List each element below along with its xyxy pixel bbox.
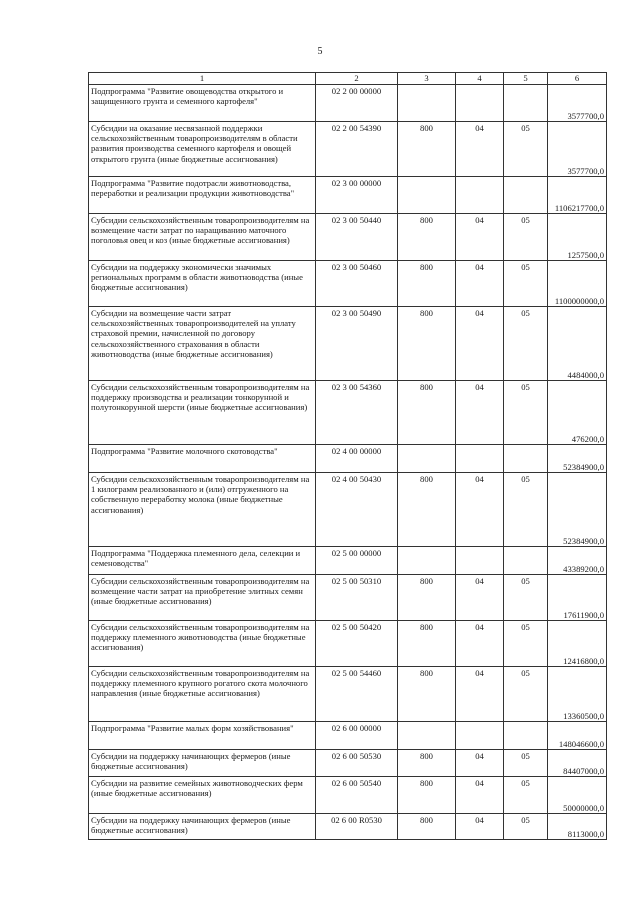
row-col3-cell	[398, 547, 456, 575]
row-col5-cell	[504, 85, 548, 122]
row-col4-cell: 04	[456, 381, 504, 445]
row-name-cell: Субсидии на поддержку начинающих фермеров (иные бюджетные ассигнования)	[89, 814, 316, 840]
row-amount-cell: 8113000,0	[548, 814, 607, 840]
row-col5-cell: 05	[504, 750, 548, 777]
row-col4-cell: 04	[456, 214, 504, 261]
table-row	[89, 381, 607, 445]
row-col4-cell	[456, 177, 504, 214]
row-col4-cell	[456, 722, 504, 750]
table-row	[89, 814, 607, 840]
row-col3-cell: 800	[398, 261, 456, 307]
row-name-cell: Субсидии сельскохозяйственным товаропроизводителям на поддержку производства и реализации тонкорунной и полутонкорунной шерсти (иные бюджетные ассигнования)	[89, 381, 316, 445]
row-amount-cell: 13360500,0	[548, 667, 607, 722]
row-amount-cell: 148046600,0	[548, 722, 607, 750]
row-amount-cell: 17611900,0	[548, 575, 607, 621]
row-col5-cell: 05	[504, 214, 548, 261]
row-col3-cell	[398, 85, 456, 122]
table-row	[89, 122, 607, 177]
row-col4-cell: 04	[456, 575, 504, 621]
row-col5-cell: 05	[504, 575, 548, 621]
row-name-cell: Субсидии сельскохозяйственным товаропроизводителям на поддержку племенного животноводства (иные бюджетные ассигнования)	[89, 621, 316, 667]
row-col3-cell: 800	[398, 777, 456, 814]
row-name-cell: Субсидии на развитие семейных животноводческих ферм (иные бюджетные ассигнования)	[89, 777, 316, 814]
row-name-cell: Субсидии сельскохозяйственным товаропроизводителям на возмещение части затрат по наращиванию маточного поголовья овец и коз (иные бюджетные ассигнования)	[89, 214, 316, 261]
row-name-cell: Субсидии на оказание несвязанной поддержки сельскохозяйственным товаропроизводителям в области развития производства семенного картофеля и овощей открытого грунта (иные бюджетные ассигнования)	[89, 122, 316, 177]
table-row	[89, 473, 607, 547]
row-amount-cell: 1257500,0	[548, 214, 607, 261]
row-name-cell: Субсидии на поддержку экономически значимых региональных программ в области животноводства (иные бюджетные ассигнования)	[89, 261, 316, 307]
table-row	[89, 777, 607, 814]
row-col4-cell: 04	[456, 473, 504, 547]
row-amount-cell: 476200,0	[548, 381, 607, 445]
row-col4-cell: 04	[456, 261, 504, 307]
row-name-cell: Подпрограмма "Развитие подотрасли животноводства, переработки и реализации продукции животноводства"	[89, 177, 316, 214]
row-name-cell: Подпрограмма "Развитие малых форм хозяйствования"	[89, 722, 316, 750]
row-name-cell: Субсидии на возмещение части затрат сельскохозяйственных товаропроизводителей на уплату страховой премии, начисленной по договору сельскохозяйственного страхования в области животноводства (иные бюджетные ассигнования)	[89, 307, 316, 381]
row-amount-cell: 43389200,0	[548, 547, 607, 575]
row-amount-cell: 1106217700,0	[548, 177, 607, 214]
row-name-cell: Субсидии сельскохозяйственным товаропроизводителям на 1 килограмм реализованного и (или) отгруженного на собственную переработку молока (иные бюджетные ассигнования)	[89, 473, 316, 547]
row-col5-cell: 05	[504, 667, 548, 722]
row-name-cell: Подпрограмма "Поддержка племенного дела, селекции и семеноводства"	[89, 547, 316, 575]
row-amount-cell: 12416800,0	[548, 621, 607, 667]
row-col4-cell: 04	[456, 667, 504, 722]
row-name-cell: Субсидии сельскохозяйственным товаропроизводителям на возмещение части затрат на приобретение элитных семян (иные бюджетные ассигнования)	[89, 575, 316, 621]
row-col5-cell: 05	[504, 473, 548, 547]
row-code-cell: 02 6 00 00000	[316, 722, 398, 750]
table-row	[89, 445, 607, 473]
row-code-cell: 02 6 00 50540	[316, 777, 398, 814]
row-col5-cell: 05	[504, 122, 548, 177]
row-code-cell: 02 3 00 00000	[316, 177, 398, 214]
row-amount-cell: 52384900,0	[548, 445, 607, 473]
row-code-cell: 02 4 00 50430	[316, 473, 398, 547]
row-col4-cell	[456, 85, 504, 122]
row-col3-cell: 800	[398, 667, 456, 722]
row-code-cell: 02 5 00 50310	[316, 575, 398, 621]
row-col3-cell: 800	[398, 122, 456, 177]
row-amount-cell: 4484000,0	[548, 307, 607, 381]
row-code-cell: 02 3 00 54360	[316, 381, 398, 445]
row-col4-cell: 04	[456, 777, 504, 814]
row-amount-cell: 3577700,0	[548, 85, 607, 122]
row-col5-cell	[504, 547, 548, 575]
row-col3-cell: 800	[398, 621, 456, 667]
row-code-cell: 02 4 00 00000	[316, 445, 398, 473]
row-code-cell: 02 2 00 54390	[316, 122, 398, 177]
row-code-cell: 02 5 00 54460	[316, 667, 398, 722]
row-col3-cell	[398, 177, 456, 214]
table-row	[89, 621, 607, 667]
column-header: 3	[398, 73, 456, 85]
row-col3-cell: 800	[398, 214, 456, 261]
table-row	[89, 750, 607, 777]
table-row	[89, 261, 607, 307]
row-code-cell: 02 2 00 00000	[316, 85, 398, 122]
page-number: 5	[317, 46, 323, 57]
row-col3-cell: 800	[398, 575, 456, 621]
row-col4-cell: 04	[456, 814, 504, 840]
row-col5-cell	[504, 445, 548, 473]
column-header: 2	[316, 73, 398, 85]
row-name-cell: Подпрограмма "Развитие овощеводства открытого и защищенного грунта и семенного картофеля"	[89, 85, 316, 122]
row-col4-cell: 04	[456, 307, 504, 381]
table-row	[89, 667, 607, 722]
budget-table	[88, 72, 607, 840]
table-row	[89, 575, 607, 621]
row-col3-cell: 800	[398, 307, 456, 381]
row-col5-cell: 05	[504, 814, 548, 840]
row-amount-cell: 52384900,0	[548, 473, 607, 547]
row-code-cell: 02 6 00 R0530	[316, 814, 398, 840]
row-name-cell: Субсидии сельскохозяйственным товаропроизводителям на поддержку племенного крупного рогатого скота молочного направления (иные бюджетные ассигнования)	[89, 667, 316, 722]
row-code-cell: 02 3 00 50490	[316, 307, 398, 381]
row-code-cell: 02 5 00 50420	[316, 621, 398, 667]
table-header-row	[89, 73, 607, 85]
row-col3-cell	[398, 722, 456, 750]
row-code-cell: 02 6 00 50530	[316, 750, 398, 777]
row-amount-cell: 3577700,0	[548, 122, 607, 177]
table-row	[89, 214, 607, 261]
row-amount-cell: 1100000000,0	[548, 261, 607, 307]
row-col3-cell: 800	[398, 381, 456, 445]
row-col3-cell: 800	[398, 473, 456, 547]
row-name-cell: Субсидии на поддержку начинающих фермеров (иные бюджетные ассигнования)	[89, 750, 316, 777]
column-header: 4	[456, 73, 504, 85]
row-col5-cell: 05	[504, 621, 548, 667]
table-row	[89, 307, 607, 381]
table-row	[89, 547, 607, 575]
row-col4-cell	[456, 445, 504, 473]
row-col4-cell: 04	[456, 750, 504, 777]
row-col5-cell: 05	[504, 381, 548, 445]
row-col5-cell: 05	[504, 261, 548, 307]
row-name-cell: Подпрограмма "Развитие молочного скотоводства"	[89, 445, 316, 473]
table-row	[89, 722, 607, 750]
row-col3-cell	[398, 445, 456, 473]
row-col4-cell: 04	[456, 621, 504, 667]
row-amount-cell: 50000000,0	[548, 777, 607, 814]
column-header: 6	[548, 73, 607, 85]
column-header: 5	[504, 73, 548, 85]
column-header: 1	[89, 73, 316, 85]
row-code-cell: 02 3 00 50460	[316, 261, 398, 307]
row-col4-cell	[456, 547, 504, 575]
row-col3-cell: 800	[398, 814, 456, 840]
row-col3-cell: 800	[398, 750, 456, 777]
row-code-cell: 02 5 00 00000	[316, 547, 398, 575]
row-code-cell: 02 3 00 50440	[316, 214, 398, 261]
table-row	[89, 177, 607, 214]
row-col5-cell	[504, 722, 548, 750]
row-col5-cell: 05	[504, 777, 548, 814]
row-col5-cell: 05	[504, 307, 548, 381]
table-row	[89, 85, 607, 122]
row-amount-cell: 84407000,0	[548, 750, 607, 777]
row-col5-cell	[504, 177, 548, 214]
row-col4-cell: 04	[456, 122, 504, 177]
